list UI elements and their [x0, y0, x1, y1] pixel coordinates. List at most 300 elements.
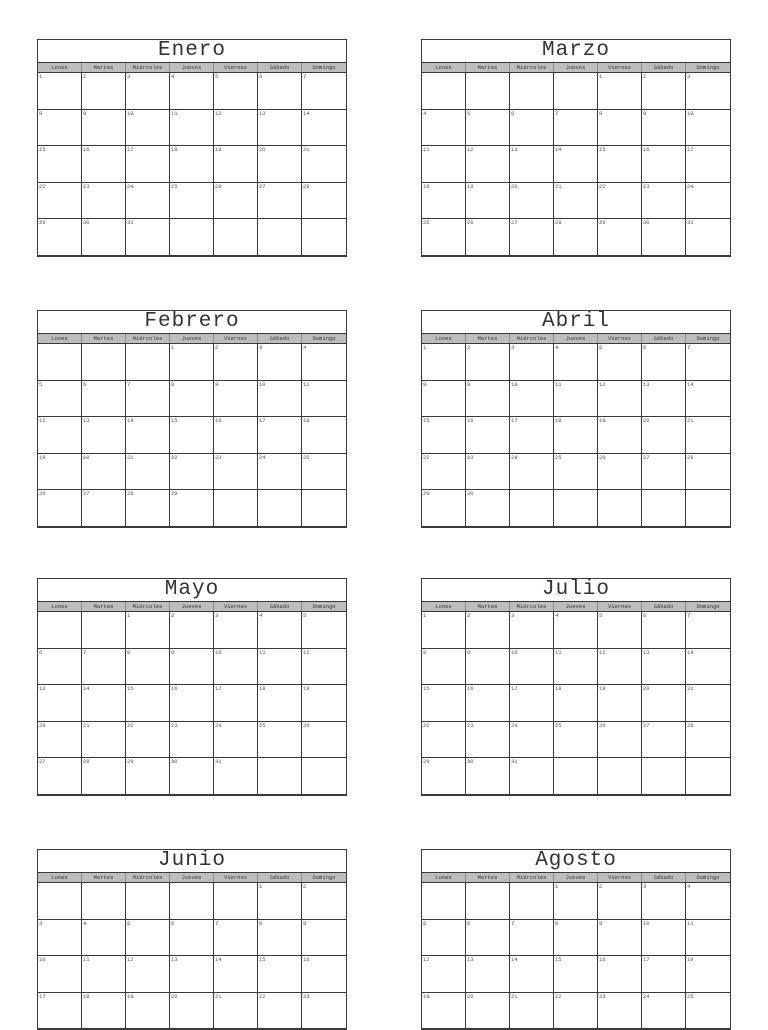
day-cell: 30 — [466, 490, 510, 527]
day-cell — [686, 758, 730, 795]
day-cell: 31 — [510, 758, 554, 795]
month-title: Junio — [38, 850, 346, 873]
day-cell: 1 — [170, 344, 214, 381]
weekday-label: Sábado — [642, 873, 686, 882]
day-cell: 6 — [642, 612, 686, 649]
day-cell: 20 — [38, 722, 82, 759]
weekday-header — [38, 334, 346, 344]
day-cell: 23 — [82, 183, 126, 220]
weekday-label: Sábado — [258, 334, 302, 343]
weekday-label: Martes — [466, 63, 510, 72]
day-cell: 11 — [422, 146, 466, 183]
day-cell: 30 — [82, 219, 126, 256]
day-cell: 15 — [598, 146, 642, 183]
day-cell: 8 — [170, 381, 214, 418]
day-grid — [38, 73, 346, 256]
day-cell: 6 — [510, 110, 554, 147]
day-cell: 6 — [170, 920, 214, 957]
day-cell: 6 — [642, 344, 686, 381]
day-cell: 22 — [126, 722, 170, 759]
day-cell: 4 — [302, 344, 346, 381]
day-cell: 2 — [302, 883, 346, 920]
day-cell: 12 — [126, 956, 170, 993]
day-cell: 5 — [422, 920, 466, 957]
day-cell: 1 — [554, 883, 598, 920]
day-cell: 31 — [686, 219, 730, 256]
day-cell: 15 — [170, 417, 214, 454]
day-cell — [258, 219, 302, 256]
weekday-label: Miércoles — [510, 334, 554, 343]
day-cell: 14 — [510, 956, 554, 993]
weekday-label: Miércoles — [510, 602, 554, 611]
day-cell: 11 — [170, 110, 214, 147]
day-cell: 22 — [38, 183, 82, 220]
day-cell: 24 — [642, 993, 686, 1030]
day-cell: 15 — [126, 685, 170, 722]
day-cell: 13 — [170, 956, 214, 993]
day-cell: 24 — [126, 183, 170, 220]
day-cell: 23 — [466, 454, 510, 491]
day-cell: 25 — [554, 454, 598, 491]
day-cell: 9 — [642, 110, 686, 147]
day-cell: 12 — [466, 146, 510, 183]
weekday-header — [38, 602, 346, 612]
day-cell: 14 — [126, 417, 170, 454]
day-cell — [126, 344, 170, 381]
weekday-label: Sábado — [642, 63, 686, 72]
day-cell: 23 — [302, 993, 346, 1030]
day-cell: 23 — [598, 993, 642, 1030]
day-cell: 18 — [258, 685, 302, 722]
day-cell: 25 — [170, 183, 214, 220]
day-cell: 12 — [598, 381, 642, 418]
day-cell: 28 — [302, 183, 346, 220]
day-cell: 13 — [642, 381, 686, 418]
day-cell — [302, 219, 346, 256]
day-cell: 8 — [38, 110, 82, 147]
day-cell — [82, 883, 126, 920]
day-cell: 6 — [82, 381, 126, 418]
day-cell: 10 — [258, 381, 302, 418]
month-calendar-junio — [37, 849, 347, 1030]
day-cell — [510, 490, 554, 527]
weekday-header — [38, 873, 346, 883]
day-cell: 3 — [686, 73, 730, 110]
month-calendar-mayo — [37, 578, 347, 796]
day-cell: 28 — [554, 219, 598, 256]
day-cell — [82, 612, 126, 649]
day-cell: 31 — [214, 758, 258, 795]
day-cell: 4 — [686, 883, 730, 920]
weekday-label: Sábado — [642, 602, 686, 611]
day-cell: 4 — [554, 612, 598, 649]
day-grid — [38, 612, 346, 795]
day-cell: 8 — [126, 649, 170, 686]
month-calendar-marzo — [421, 39, 731, 257]
day-cell — [214, 219, 258, 256]
day-cell: 4 — [422, 110, 466, 147]
day-cell: 3 — [642, 883, 686, 920]
day-cell: 7 — [510, 920, 554, 957]
day-cell: 20 — [510, 183, 554, 220]
day-cell: 29 — [422, 758, 466, 795]
day-cell: 10 — [642, 920, 686, 957]
weekday-label: Miércoles — [126, 63, 170, 72]
month-title: Febrero — [38, 311, 346, 334]
day-cell: 22 — [422, 722, 466, 759]
day-cell: 3 — [214, 612, 258, 649]
day-cell: 25 — [554, 722, 598, 759]
day-cell: 2 — [214, 344, 258, 381]
weekday-label: Domingo — [696, 603, 720, 610]
month-calendar-agosto — [421, 849, 731, 1030]
day-cell: 18 — [554, 417, 598, 454]
weekday-label: Sábado — [258, 63, 302, 72]
day-cell: 10 — [510, 649, 554, 686]
day-cell: 17 — [510, 417, 554, 454]
day-cell: 7 — [554, 110, 598, 147]
day-cell: 8 — [422, 381, 466, 418]
day-cell: 5 — [598, 344, 642, 381]
weekday-label: Domingo — [312, 603, 336, 610]
day-cell — [510, 73, 554, 110]
day-cell: 24 — [510, 454, 554, 491]
day-cell — [170, 883, 214, 920]
day-cell: 11 — [686, 920, 730, 957]
day-cell: 7 — [302, 73, 346, 110]
weekday-label: Domingo — [312, 335, 336, 342]
day-cell: 27 — [258, 183, 302, 220]
weekday-label: Sábado — [642, 334, 686, 343]
day-cell — [510, 883, 554, 920]
day-cell: 19 — [422, 993, 466, 1030]
day-cell: 16 — [642, 146, 686, 183]
day-cell: 24 — [258, 454, 302, 491]
day-cell: 4 — [170, 73, 214, 110]
day-cell: 1 — [126, 612, 170, 649]
day-cell: 1 — [38, 73, 82, 110]
weekday-label: Domingo — [312, 874, 336, 881]
day-cell: 28 — [686, 722, 730, 759]
day-grid — [422, 344, 730, 527]
day-cell: 6 — [38, 649, 82, 686]
day-cell: 10 — [510, 381, 554, 418]
day-cell: 29 — [38, 219, 82, 256]
weekday-label: Jueves — [170, 63, 214, 72]
day-cell: 5 — [38, 381, 82, 418]
day-cell: 21 — [82, 722, 126, 759]
day-cell: 21 — [554, 183, 598, 220]
day-cell: 7 — [82, 649, 126, 686]
day-cell: 26 — [598, 454, 642, 491]
day-cell: 12 — [302, 649, 346, 686]
day-grid — [38, 344, 346, 527]
day-cell: 28 — [82, 758, 126, 795]
day-cell: 2 — [642, 73, 686, 110]
day-cell: 11 — [554, 649, 598, 686]
day-cell — [38, 344, 82, 381]
day-cell: 21 — [126, 454, 170, 491]
month-title: Enero — [38, 40, 346, 63]
weekday-header — [38, 63, 346, 73]
day-cell — [38, 612, 82, 649]
weekday-label: Domingo — [696, 335, 720, 342]
weekday-label: Martes — [466, 602, 510, 611]
day-cell — [126, 883, 170, 920]
day-cell: 20 — [466, 993, 510, 1030]
day-cell: 7 — [214, 920, 258, 957]
day-cell: 5 — [214, 73, 258, 110]
day-cell — [554, 490, 598, 527]
day-cell: 14 — [686, 381, 730, 418]
day-cell: 16 — [598, 956, 642, 993]
day-cell — [466, 883, 510, 920]
day-cell: 9 — [214, 381, 258, 418]
day-cell: 27 — [642, 454, 686, 491]
day-cell: 22 — [258, 993, 302, 1030]
day-cell: 19 — [302, 685, 346, 722]
day-cell: 13 — [466, 956, 510, 993]
day-cell: 19 — [466, 183, 510, 220]
day-cell: 3 — [510, 612, 554, 649]
month-calendar-enero — [37, 39, 347, 257]
day-cell: 8 — [258, 920, 302, 957]
day-cell — [598, 758, 642, 795]
weekday-label: Jueves — [554, 334, 598, 343]
day-cell — [642, 758, 686, 795]
day-cell: 23 — [170, 722, 214, 759]
day-cell: 13 — [82, 417, 126, 454]
day-cell: 20 — [642, 685, 686, 722]
weekday-label: Viernes — [214, 873, 258, 882]
day-cell: 13 — [38, 685, 82, 722]
day-cell: 6 — [466, 920, 510, 957]
day-cell: 21 — [302, 146, 346, 183]
day-cell: 22 — [170, 454, 214, 491]
month-calendar-abril — [421, 310, 731, 528]
weekday-header — [422, 334, 730, 344]
day-cell: 24 — [686, 183, 730, 220]
day-cell: 12 — [422, 956, 466, 993]
day-cell: 27 — [38, 758, 82, 795]
day-cell: 15 — [258, 956, 302, 993]
day-cell: 19 — [214, 146, 258, 183]
weekday-label: Domingo — [696, 64, 720, 71]
day-cell — [214, 490, 258, 527]
day-cell: 23 — [642, 183, 686, 220]
day-cell: 9 — [302, 920, 346, 957]
day-cell: 1 — [422, 612, 466, 649]
day-cell: 19 — [38, 454, 82, 491]
day-cell: 24 — [510, 722, 554, 759]
day-cell: 9 — [466, 381, 510, 418]
day-cell: 4 — [258, 612, 302, 649]
weekday-header — [422, 63, 730, 73]
day-cell — [82, 344, 126, 381]
day-cell: 20 — [82, 454, 126, 491]
day-cell: 5 — [466, 110, 510, 147]
day-cell: 19 — [598, 417, 642, 454]
weekday-label: Martes — [466, 873, 510, 882]
day-cell: 15 — [38, 146, 82, 183]
day-cell: 22 — [422, 454, 466, 491]
day-cell: 27 — [642, 722, 686, 759]
day-cell: 16 — [82, 146, 126, 183]
day-cell: 13 — [258, 110, 302, 147]
day-cell: 14 — [302, 110, 346, 147]
day-grid — [38, 883, 346, 1029]
weekday-label: Lunes — [422, 63, 466, 72]
weekday-label: Jueves — [554, 63, 598, 72]
day-cell: 26 — [38, 490, 82, 527]
day-cell: 12 — [38, 417, 82, 454]
day-cell: 8 — [422, 649, 466, 686]
day-cell: 16 — [302, 956, 346, 993]
day-cell: 21 — [214, 993, 258, 1030]
day-cell: 13 — [510, 146, 554, 183]
day-cell: 9 — [170, 649, 214, 686]
weekday-label: Miércoles — [510, 873, 554, 882]
weekday-label: Martes — [82, 334, 126, 343]
weekday-label: Viernes — [214, 334, 258, 343]
day-cell: 30 — [642, 219, 686, 256]
day-cell: 23 — [214, 454, 258, 491]
day-cell: 15 — [422, 685, 466, 722]
day-cell: 29 — [126, 758, 170, 795]
day-cell: 10 — [126, 110, 170, 147]
weekday-label: Jueves — [170, 602, 214, 611]
day-cell: 16 — [466, 417, 510, 454]
month-calendar-julio — [421, 578, 731, 796]
day-cell: 2 — [466, 344, 510, 381]
day-cell: 10 — [686, 110, 730, 147]
day-cell: 26 — [302, 722, 346, 759]
day-cell: 16 — [466, 685, 510, 722]
month-calendar-febrero — [37, 310, 347, 528]
day-cell — [466, 73, 510, 110]
day-cell: 11 — [82, 956, 126, 993]
weekday-label: Lunes — [38, 63, 82, 72]
day-cell: 15 — [554, 956, 598, 993]
day-cell: 22 — [598, 183, 642, 220]
weekday-label: Viernes — [598, 63, 642, 72]
day-cell: 10 — [214, 649, 258, 686]
day-cell — [642, 490, 686, 527]
day-cell: 9 — [466, 649, 510, 686]
day-cell — [302, 758, 346, 795]
day-cell: 3 — [258, 344, 302, 381]
day-cell: 2 — [170, 612, 214, 649]
day-cell: 5 — [598, 612, 642, 649]
month-title: Julio — [422, 579, 730, 602]
month-title: Abril — [422, 311, 730, 334]
day-cell: 1 — [598, 73, 642, 110]
day-cell: 27 — [82, 490, 126, 527]
day-cell: 14 — [214, 956, 258, 993]
day-cell: 18 — [422, 183, 466, 220]
weekday-label: Viernes — [598, 602, 642, 611]
weekday-label: Lunes — [422, 602, 466, 611]
day-cell: 11 — [258, 649, 302, 686]
day-cell — [422, 73, 466, 110]
weekday-label: Martes — [466, 334, 510, 343]
day-cell: 26 — [466, 219, 510, 256]
day-cell: 13 — [642, 649, 686, 686]
weekday-label: Jueves — [170, 873, 214, 882]
day-cell: 18 — [686, 956, 730, 993]
day-cell — [258, 490, 302, 527]
weekday-label: Viernes — [214, 63, 258, 72]
day-grid — [422, 883, 730, 1029]
day-cell: 23 — [466, 722, 510, 759]
day-cell: 10 — [38, 956, 82, 993]
day-cell: 19 — [598, 685, 642, 722]
day-cell — [554, 73, 598, 110]
weekday-label: Lunes — [422, 334, 466, 343]
day-grid — [422, 73, 730, 256]
weekday-label: Lunes — [38, 602, 82, 611]
day-cell — [554, 758, 598, 795]
day-cell: 21 — [686, 685, 730, 722]
day-cell: 27 — [510, 219, 554, 256]
day-cell: 5 — [302, 612, 346, 649]
day-cell: 18 — [82, 993, 126, 1030]
day-cell: 12 — [214, 110, 258, 147]
day-cell: 19 — [126, 993, 170, 1030]
weekday-label: Viernes — [598, 873, 642, 882]
month-title: Agosto — [422, 850, 730, 873]
day-cell: 22 — [554, 993, 598, 1030]
day-cell — [422, 883, 466, 920]
day-cell: 5 — [126, 920, 170, 957]
weekday-label: Jueves — [554, 602, 598, 611]
day-cell: 29 — [170, 490, 214, 527]
day-cell: 16 — [170, 685, 214, 722]
day-cell: 28 — [686, 454, 730, 491]
day-cell — [258, 758, 302, 795]
day-cell — [686, 490, 730, 527]
day-cell: 4 — [82, 920, 126, 957]
day-cell: 2 — [598, 883, 642, 920]
day-cell: 14 — [554, 146, 598, 183]
day-cell: 15 — [422, 417, 466, 454]
day-cell: 7 — [686, 344, 730, 381]
weekday-header — [422, 602, 730, 612]
day-cell: 25 — [302, 454, 346, 491]
day-cell: 30 — [170, 758, 214, 795]
weekday-label: Domingo — [312, 64, 336, 71]
day-cell: 25 — [258, 722, 302, 759]
weekday-label: Miércoles — [126, 334, 170, 343]
day-cell: 17 — [510, 685, 554, 722]
weekday-label: Viernes — [598, 334, 642, 343]
day-cell: 3 — [126, 73, 170, 110]
day-cell: 7 — [126, 381, 170, 418]
day-cell: 16 — [214, 417, 258, 454]
weekday-label: Martes — [82, 602, 126, 611]
weekday-label: Miércoles — [126, 602, 170, 611]
day-cell — [214, 883, 258, 920]
day-cell: 17 — [38, 993, 82, 1030]
day-cell: 1 — [422, 344, 466, 381]
day-cell: 1 — [258, 883, 302, 920]
day-cell: 26 — [598, 722, 642, 759]
weekday-label: Lunes — [38, 334, 82, 343]
day-cell: 20 — [642, 417, 686, 454]
weekday-header — [422, 873, 730, 883]
weekday-label: Miércoles — [126, 873, 170, 882]
day-cell: 29 — [422, 490, 466, 527]
